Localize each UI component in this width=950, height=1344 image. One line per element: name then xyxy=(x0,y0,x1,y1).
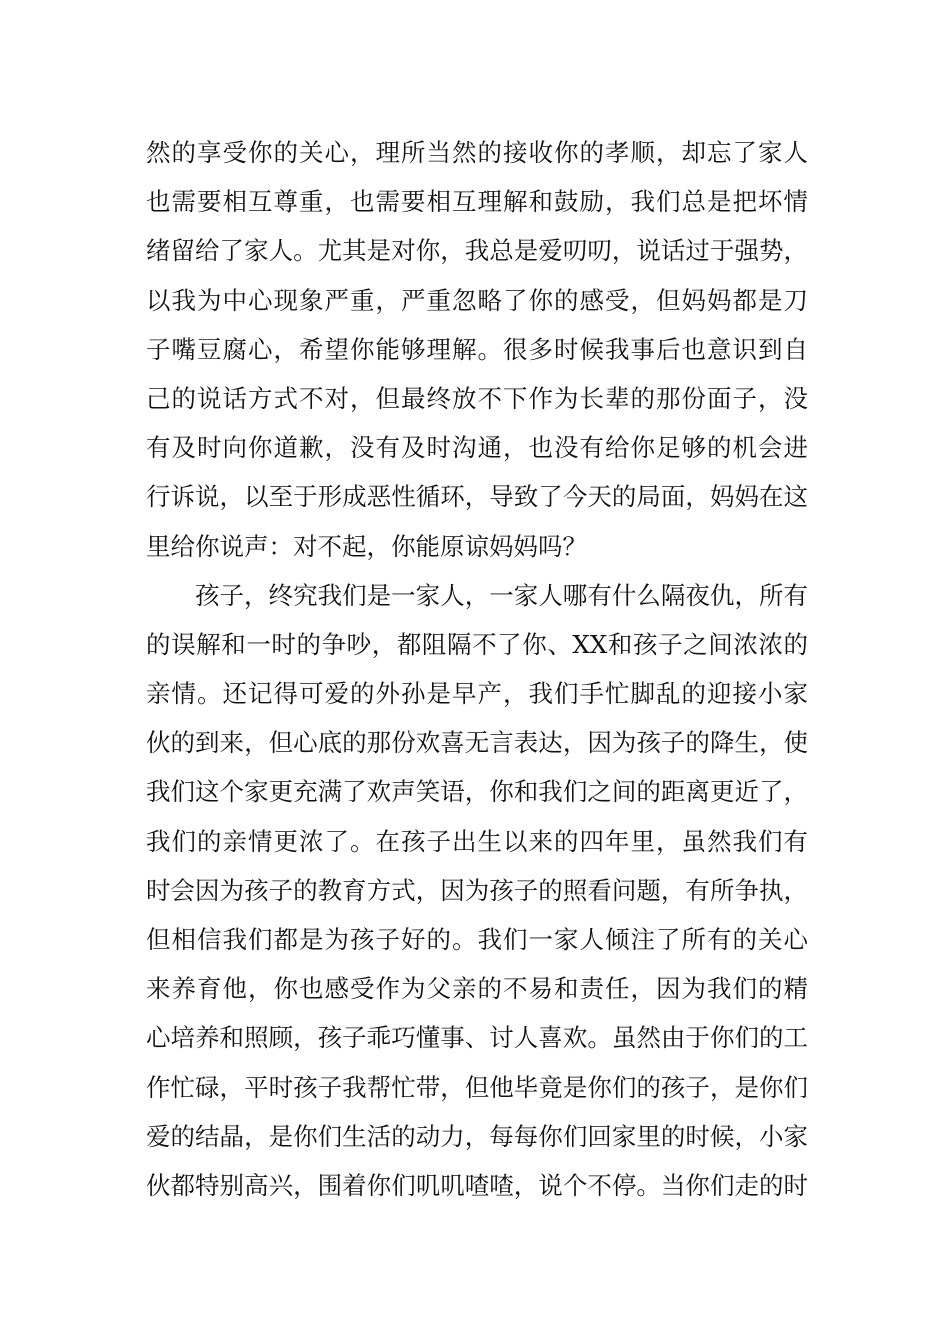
text-line: 作忙碌，平时孩子我帮忙带，但他毕竟是你们的孩子，是你们 xyxy=(146,1072,808,1102)
text-line: 绪留给了家人。尤其是对你，我总是爱叨叨，说话过于强势， xyxy=(146,236,808,266)
text-line: 我们这个家更充满了欢声笑语，你和我们之间的距离更近了， xyxy=(146,777,808,807)
text-line: 有及时向你道歉，没有及时沟通，也没有给你足够的机会进 xyxy=(146,433,808,463)
paragraph-end-line: 里给你说声：对不起，你能原谅妈妈吗？ xyxy=(146,531,587,561)
text-line: 我们的亲情更浓了。在孩子出生以来的四年里，虽然我们有 xyxy=(146,826,808,856)
text-line: 来养育他，你也感受作为父亲的不易和责任，因为我们的精 xyxy=(146,974,808,1004)
text-line: 己的说话方式不对，但最终放不下作为长辈的那份面子，没 xyxy=(146,383,808,413)
text-line: 子嘴豆腐心，希望你能够理解。很多时候我事后也意识到自 xyxy=(146,334,808,364)
body-text xyxy=(146,128,808,1210)
text-line: 伙的到来，但心底的那份欢喜无言表达，因为孩子的降生，使 xyxy=(146,728,808,758)
text-line: 时会因为孩子的教育方式，因为孩子的照看问题，有所争执， xyxy=(146,875,808,905)
text-line: 爱的结晶，是你们生活的动力，每每你们回家里的时候，小家 xyxy=(146,1121,808,1151)
text-line: 心培养和照顾，孩子乖巧懂事、讨人喜欢。虽然由于你们的工 xyxy=(146,1023,808,1053)
text-line: 伙都特别高兴，围着你们叽叽喳喳，说个不停。当你们走的时 xyxy=(146,1170,808,1200)
text-line: 的误解和一时的争吵，都阻隔不了你、XX和孩子之间浓浓的 xyxy=(146,629,808,659)
paragraph-start-line: 孩子，终究我们是一家人，一家人哪有什么隔夜仇，所有 xyxy=(195,580,808,610)
text-line: 行诉说，以至于形成恶性循环，导致了今天的局面，妈妈在这 xyxy=(146,482,808,512)
text-line: 亲情。还记得可爱的外孙是早产，我们手忙脚乱的迎接小家 xyxy=(146,679,808,709)
text-line: 但相信我们都是为孩子好的。我们一家人倾注了所有的关心 xyxy=(146,925,808,954)
text-line: 也需要相互尊重，也需要相互理解和鼓励，我们总是把坏情 xyxy=(146,187,808,217)
text-line: 然的享受你的关心，理所当然的接收你的孝顺，却忘了家人 xyxy=(146,138,808,167)
text-line: 以我为中心现象严重，严重忽略了你的感受，但妈妈都是刀 xyxy=(146,285,808,315)
